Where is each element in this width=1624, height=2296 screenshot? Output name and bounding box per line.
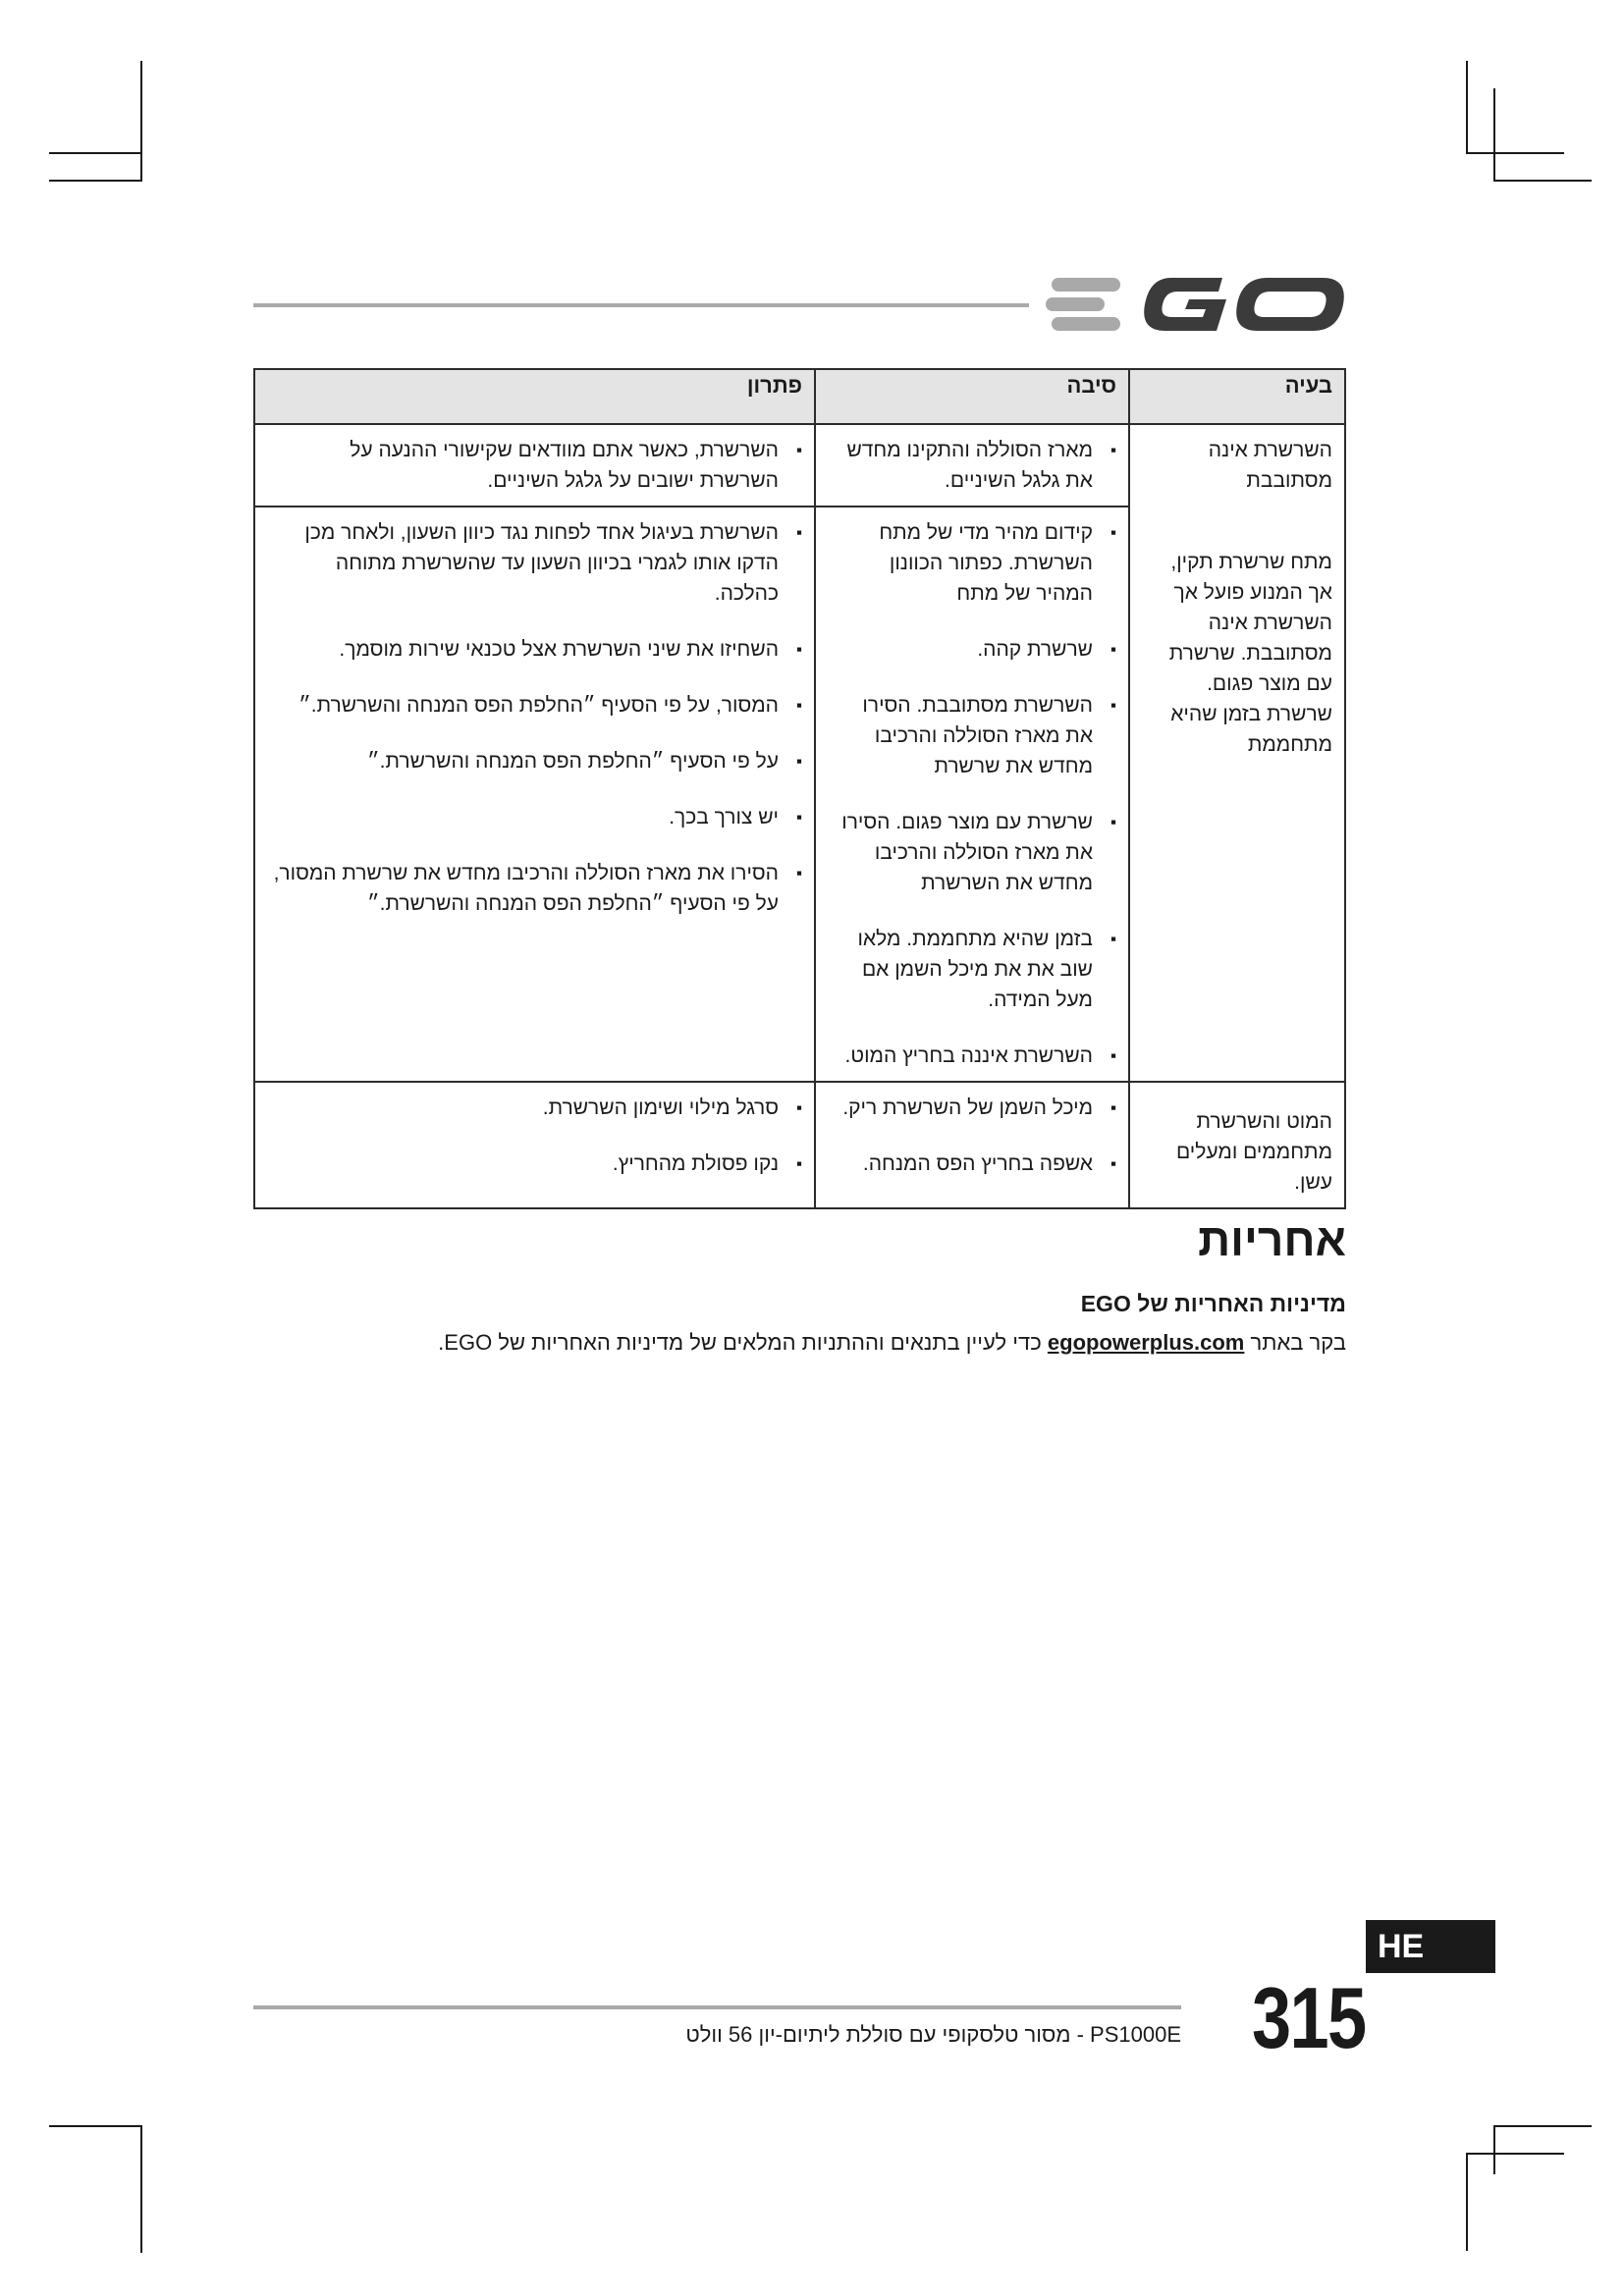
crop-mark bbox=[49, 180, 142, 182]
solution-cell bbox=[254, 1082, 815, 1208]
cause-item: ▪ קידום מהיר מדי של מתח השרשרת. כפתור הכוונון המהיר של מתח bbox=[830, 517, 1116, 609]
cause-cell bbox=[815, 424, 1129, 507]
table-header-row bbox=[254, 369, 1345, 424]
solution-item: ▪ השרשרת, כאשר אתם מוודאים שקישורי ההנעה על השרשרת ישובים על גלגל השיניים. bbox=[269, 435, 802, 496]
cause-item: ▪ מארז הסוללה והתקינו מחדש את גלגל השיניים. bbox=[830, 435, 1116, 496]
crop-mark bbox=[49, 2125, 142, 2127]
crop-mark bbox=[1493, 2125, 1495, 2174]
cause-item: ▪ אשפה בחריץ הפס המנחה. bbox=[830, 1148, 1116, 1179]
solution-item: ▪ השרשרת בעיגול אחד לפחות נגד כיוון השעון, ולאחר מכן הדקו אותו לגמרי בכיוון השעון עד שהשרשרת מתוחה כהלכה. bbox=[269, 517, 802, 609]
page-number: 315 bbox=[1252, 1969, 1366, 2066]
crop-mark bbox=[1466, 61, 1468, 154]
crop-mark bbox=[140, 61, 142, 182]
cause-item: ▪ שרשרת קהה. bbox=[830, 634, 1116, 665]
header-solution: פתרון bbox=[254, 369, 815, 424]
solution-item: ▪ סרגל מילוי ושימון השרשרת. bbox=[269, 1093, 802, 1123]
problem-cell bbox=[1129, 424, 1345, 1082]
problem-text: מתח שרשרת תקין, אך המנוע פועל אך השרשרת אינה מסתובבת. שרשרת עם מוצר פגום. שרשרת בזמן שהיא מתחממת bbox=[1168, 551, 1332, 756]
cause-item: ▪ השרשרת מסתובבת. הסירו את מארז הסוללה והרכיבו מחדש את שרשרת bbox=[830, 690, 1116, 781]
header-problem: בעיה bbox=[1129, 369, 1345, 424]
crop-mark bbox=[1493, 180, 1592, 182]
solution-item: ▪ הסירו את מארז הסוללה והרכיבו מחדש את שרשרת המסור, על פי הסעיף ״החלפת הפס המנחה והשרשרת.״ bbox=[269, 858, 802, 919]
crop-mark bbox=[1493, 88, 1495, 182]
header-rule bbox=[253, 303, 1029, 307]
crop-mark bbox=[140, 2125, 142, 2253]
ego-logo bbox=[1046, 270, 1350, 339]
solution-item: ▪ יש צורך בכך. bbox=[269, 802, 802, 832]
solution-item: ▪ השחיזו את שיני השרשרת אצל טכנאי שירות מוסמך. bbox=[269, 634, 802, 665]
crop-mark bbox=[1493, 2125, 1592, 2127]
solution-cell bbox=[254, 507, 815, 1082]
cause-item: ▪ בזמן שהיא מתחממת. מלאו שוב את את מיכל השמן אם מעל המידה. bbox=[830, 924, 1116, 1015]
crop-mark bbox=[1466, 152, 1564, 154]
language-badge: HE bbox=[1366, 1920, 1495, 1973]
warranty-subtitle: מדיניות האחריות של EGO bbox=[1080, 1291, 1346, 1316]
solution-item: ▪ המסור, על פי הסעיף ״החלפת הפס המנחה והשרשרת.״ bbox=[269, 690, 802, 721]
cause-item: ▪ מיכל השמן של השרשרת ריק. bbox=[830, 1093, 1116, 1123]
table-row bbox=[254, 424, 1345, 507]
solution-item: ▪ על פי הסעיף ״החלפת הפס המנחה והשרשרת.״ bbox=[269, 746, 802, 776]
solution-item: ▪ נקו פסולת מהחריץ. bbox=[269, 1148, 802, 1179]
troubleshooting-table bbox=[253, 368, 1346, 1209]
cause-item: ▪ השרשרת איננה בחריץ המוט. bbox=[830, 1041, 1116, 1071]
crop-mark bbox=[1466, 2153, 1564, 2155]
warranty-link[interactable]: egopowerplus.com bbox=[1047, 1330, 1245, 1355]
warranty-title: אחריות bbox=[1198, 1214, 1346, 1265]
warranty-text-before: בקר באתר bbox=[1250, 1330, 1346, 1355]
problem-text: השרשרת אינה מסתובבת bbox=[1208, 439, 1332, 492]
footer-product-line: PS1000E - מסור טלסקופי עם סוללת ליתיום-יון 56 וולט bbox=[685, 2022, 1181, 2047]
warranty-text-after: כדי לעיין בתנאים וההתניות המלאים של מדיניות האחריות של EGO. bbox=[438, 1330, 1042, 1355]
problem-cell bbox=[1129, 1082, 1345, 1208]
cause-cell bbox=[815, 1082, 1129, 1208]
header-cause: סיבה bbox=[815, 369, 1129, 424]
crop-mark bbox=[1466, 2153, 1468, 2251]
footer-rule bbox=[253, 2005, 1181, 2009]
crop-mark bbox=[49, 152, 142, 154]
cause-cell bbox=[815, 507, 1129, 1082]
warranty-text bbox=[364, 1330, 1346, 1356]
table-row bbox=[254, 1082, 1345, 1208]
cause-item: ▪ שרשרת עם מוצר פגום. הסירו את מארז הסוללה והרכיבו מחדש את השרשרת bbox=[830, 807, 1116, 898]
solution-cell bbox=[254, 424, 815, 507]
problem-text: המוט והשרשרת מתחממים ומעלים עשן. bbox=[1175, 1110, 1332, 1194]
